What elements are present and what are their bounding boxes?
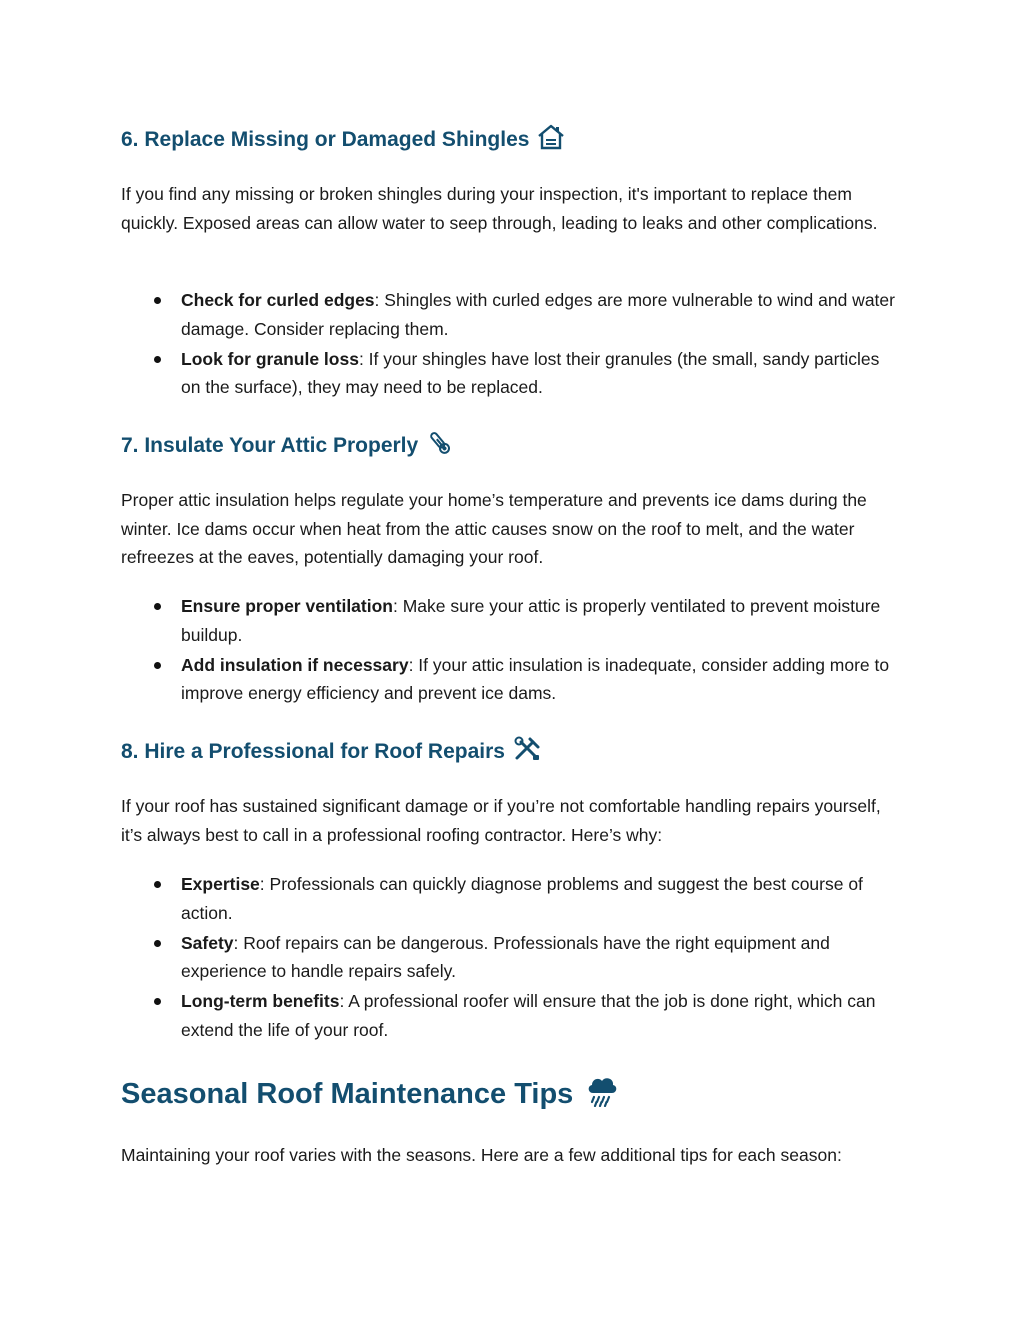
section-heading-6-text: 6. Replace Missing or Damaged Shingles — [121, 128, 530, 151]
section-list-7 — [121, 592, 901, 709]
list-item: Expertise: Professionals can quickly diagnose problems and suggest the best course of action. — [121, 870, 901, 927]
section-heading-7-text: 7. Insulate Your Attic Properly — [121, 434, 419, 457]
section-paragraph-8: If your roof has sustained significant damage or if you’re not comfortable handling repairs yourself, it’s always best to call in a professional roofing contractor. Here’s why: — [121, 796, 881, 845]
section-list-8 — [121, 870, 901, 1046]
list-item: Add insulation if necessary: If your attic insulation is inadequate, consider adding more to improve energy efficiency and prevent ice dams. — [121, 651, 901, 708]
section-heading-6 — [121, 124, 565, 156]
section-list-6 — [121, 286, 901, 403]
section-paragraph-7: Proper attic insulation helps regulate your home’s temperature and prevents ice dams during the winter. Ice dams occur when heat from the attic causes snow on the roof to melt, and the water refreezes at the eaves, potentially damaging your roof. — [121, 490, 867, 567]
section-heading-8-text: 8. Hire a Professional for Roof Repairs — [121, 740, 505, 763]
seasonal-heading — [121, 1073, 619, 1115]
section-heading-8 — [121, 736, 541, 768]
list-item: Long-term benefits: A professional roofer will ensure that the job is done right, which can extend the life of your roof. — [121, 987, 901, 1044]
list-item: Look for granule loss: If your shingles have lost their granules (the small, sandy particles on the surface), they may need to be replaced. — [121, 345, 901, 402]
seasonal-heading-text: Seasonal Roof Maintenance Tips — [121, 1077, 574, 1110]
tools-icon — [513, 736, 541, 768]
rain-cloud-icon — [585, 1073, 619, 1115]
house-icon — [537, 124, 565, 156]
list-item: Check for curled edges: Shingles with curled edges are more vulnerable to wind and water damage. Consider replacing them. — [121, 286, 901, 343]
list-item: Ensure proper ventilation: Make sure your attic is properly ventilated to prevent moisture buildup. — [121, 592, 901, 649]
thermometer-icon — [426, 430, 454, 462]
section-paragraph-6: If you find any missing or broken shingles during your inspection, it's important to replace them quickly. Exposed areas can allow water to seep through, leading to leaks and other complications. — [121, 184, 878, 233]
list-item: Safety: Roof repairs can be dangerous. Professionals have the right equipment and experience to handle repairs safely. — [121, 929, 901, 986]
seasonal-paragraph: Maintaining your roof varies with the seasons. Here are a few additional tips for each season: — [121, 1145, 842, 1165]
section-heading-7 — [121, 430, 454, 462]
